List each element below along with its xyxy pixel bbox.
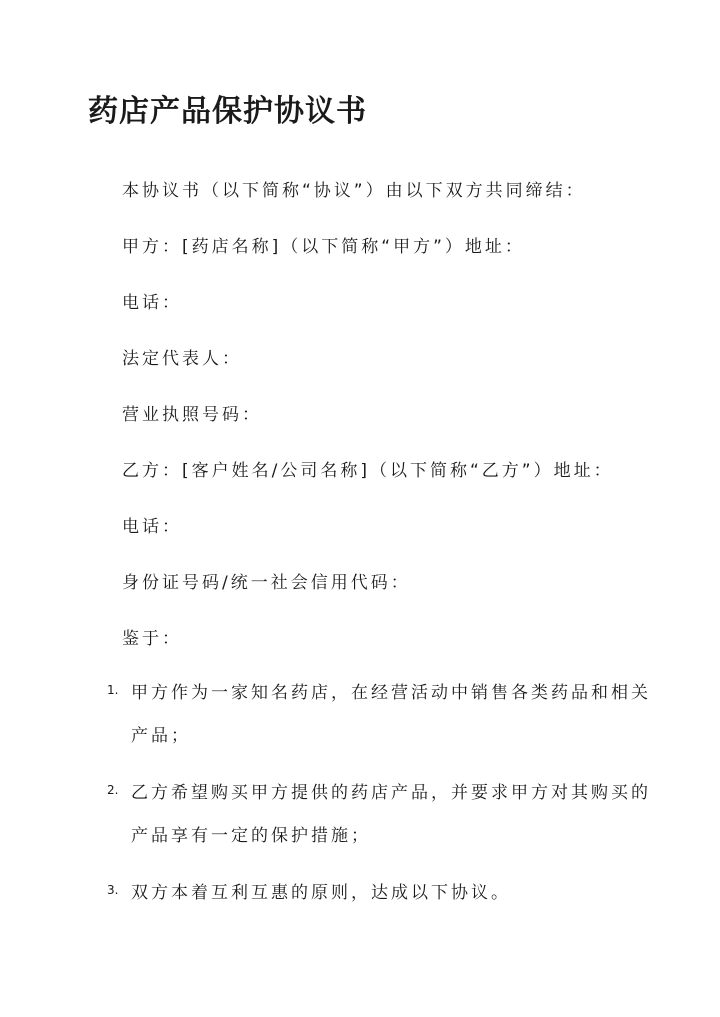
list-item-line: 双方本着互利互惠的原则，达成以下协议。 [131,883,511,903]
party-b-phone: 电话： [122,517,182,537]
document-title: 药店产品保护协议书 [88,94,367,129]
party-a-representative: 法定代表人： [122,349,242,369]
intro-paragraph: 本协议书（以下简称“协议”）由以下双方共同缔结： [122,181,586,201]
party-b-id: 身份证号码/统一社会信用代码： [122,573,411,593]
party-a-line: 甲方：[药店名称]（以下简称“甲方”）地址： [122,237,525,257]
list-item-line: 产品享有一定的保护措施； [131,826,371,846]
list-item-line: 乙方希望购买甲方提供的药店产品，并要求甲方对其购买的 [131,783,651,803]
party-a-phone: 电话： [122,293,182,313]
party-a-license: 营业执照号码： [122,405,262,425]
list-item-line: 产品； [131,726,191,746]
whereas-heading: 鉴于： [122,629,182,649]
list-item-number: 3. [107,883,119,897]
list-item-number: 2. [107,783,119,797]
list-item-number: 1. [107,683,119,697]
list-item-line: 甲方作为一家知名药店，在经营活动中销售各类药品和相关 [131,683,651,703]
party-b-line: 乙方：[客户姓名/公司名称]（以下简称“乙方”）地址： [122,461,614,481]
